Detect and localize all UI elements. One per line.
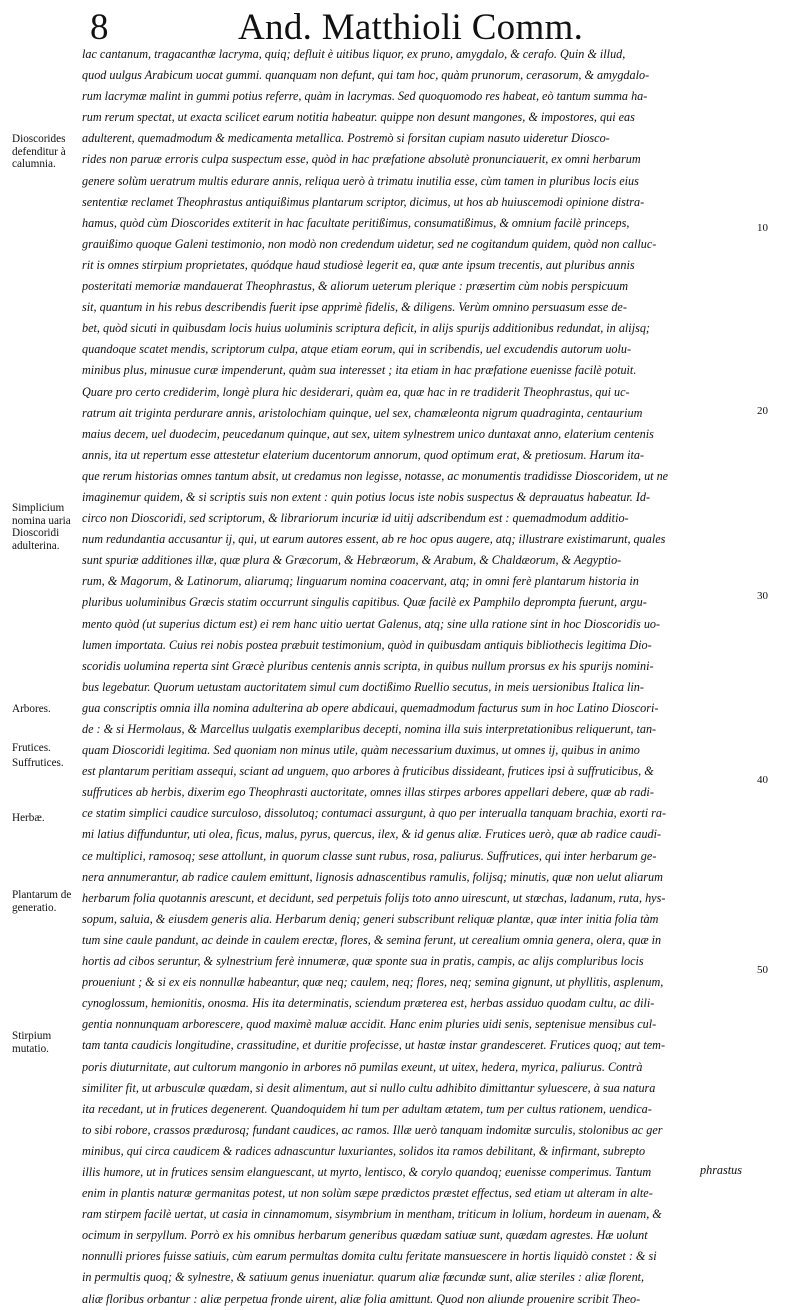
text-line: ita recedant, ut in frutices degenerent. Quandoquidem hi tum per adultam ætatem, tum per cultus rationem, uendica- (82, 1101, 652, 1116)
text-line: hortis ad cibos seruntur, & sylnestrium ferè innumeræ, quæ sponte sua in pratis, campis, ac alijs compluribus locis (82, 954, 644, 969)
text-line: num redundantia accusantur ij, qui, ut earum autores essent, ab re hoc opus augere, atq; illustrare existimarunt, quales (82, 532, 666, 547)
margin-note-frutices: Frutices. (12, 742, 51, 754)
text-line: poris diuturnitate, aut cultorum mangonio in arbores nō pumilas exeunt, ut uitex, hedera, myrica, paliurus. Contrà (82, 1059, 643, 1074)
text-line: gentia nonnunquam arborescere, quod maximè maluæ accidit. Hanc enim pluries uidi senis, septenisue mensibus cul- (82, 1017, 657, 1032)
text-line: aliæ floribus orbantur : aliæ perpetua fronde uirent, aliæ folia amittunt. Quod non aliunde prouenire scribit Theo- (82, 1291, 641, 1306)
text-line: sopum, saluia, & eiusdem generis alia. Herbarum deniq; generi subscribunt reliquæ plantæ, quæ inter initia folia tàm (82, 911, 659, 926)
line-number-10: 10 (757, 222, 768, 234)
line-number-30: 30 (757, 590, 768, 602)
text-line: sententiæ reclamet Theophrastus antiquißimus plantarum scriptor, dicimus, ut hos ab huiuscemodi opinione distra- (82, 194, 645, 209)
margin-note-simplicium-nomina: Simplicium nomina uaria Dioscoridi adulterina. (12, 502, 71, 552)
text-line: in permultis quoq; & sylnestre, & satiuum genus inueniatur. quarum aliæ fœcundæ sunt, aliæ steriles : aliæ florent, (82, 1270, 645, 1285)
margin-note-plantarum-degeneratio: Plantarum de generatio. (12, 889, 72, 914)
text-line: bet, quòd sicuti in quibusdam locis huius uoluminis scriptura deficit, in alijs spurijs additionibus redundat, in alijsq; (82, 321, 650, 336)
text-line: gua conscriptis omnia illa nomina adulterina ab opere abdicaui, quemadmodum facturus sum in hoc Latino Dioscori- (82, 700, 659, 715)
text-line: cynoglossum, hemionitis, onosma. His ita determinatis, sciendum præterea est, herbas assiduo quodam cultu, ac dili- (82, 996, 655, 1011)
text-line: ram stirpem facilè uertat, ut casia in cinnamomum, sisymbrium in mentham, triticum in lolium, hordeum in auenam, & (82, 1207, 662, 1222)
margin-note-suffrutices: Suffrutices. (12, 757, 64, 769)
text-line: circo non Dioscoridi, sed scriptorum, & librariorum incuriæ id uitij adscribendum est : quemadmodum additio- (82, 511, 629, 526)
text-line: enim in plantis naturæ germanitas potest, ut non solùm sæpe prædictos præstet effectus, sed etiam ut alteram in alte- (82, 1186, 653, 1201)
text-line: ce statim simplici caudice surculoso, dissolutoq; contumaci assurgunt, à quo per interualla tanquam brachia, exorti ra- (82, 806, 667, 821)
text-line: scoridis uolumina reperta sint Græcè pluribus centenis annis scripta, in quibus nullum prorsus ex his spurijs nomini- (82, 658, 654, 673)
text-line: imaginemur quidem, & si scriptis suis non extent : quin potius locus iste nobis suspectus & deprauatus habeatur. Id- (82, 489, 651, 504)
text-line: annis, ita ut repertum esse attestetur elaterium ducentorum annorum, quod optimum erat, & pretiosum. Harum ita- (82, 447, 645, 462)
text-line: genere solùm ueratrum multis edurare annis, reliqua uerò à trimatu inutilia esse, cùm tamen in pluribus locis eius (82, 173, 639, 188)
text-line: quod uulgus Arabicum uocat gummi. quanquam non defunt, qui tam hoc, quàm prunorum, cerasorum, & amygdalo- (82, 68, 650, 83)
text-line: pluribus uoluminibus Græcis statim occurrunt singulis capitibus. Quæ facilè ex Pamphilo deprompta fuerunt, argu- (82, 595, 647, 610)
text-line: ocimum in serpyllum. Porrò ex his omnibus herbarum generibus quædam satiuæ sunt, quædam agrestes. Hæ uolunt (82, 1228, 648, 1243)
text-line: to sibi robore, crassos prædurosq; fundant caudices, ac ramos. Illæ uerò tanquam indomitæ surculis, stolonibus ac ger (82, 1122, 663, 1137)
text-line: rides non paruæ erroris culpa suspectum esse, quòd in hac præfatione absolutè pronunciauerit, ex omni herbarum (82, 152, 641, 167)
text-line: nonnulli priores fuisse satiuis, cùm earum permultas domita cultu feritate mansuescere in hortis liquidò constet : & si (82, 1249, 657, 1264)
margin-note-stirpium-mutatio: Stirpium mutatio. (12, 1030, 52, 1055)
margin-note-arbores: Arbores. (12, 703, 51, 715)
catchword: phrastus (700, 1163, 742, 1177)
body-text (82, 44, 752, 1310)
text-line: maius decem, uel duodecim, peucedanum quinque, aut sex, uitem sylnestrem unico duntaxat anno, elaterium centenis (82, 426, 654, 441)
text-line: minibus plus, minusue curæ impenderunt, quàm sua interesset ; ita etiam in hac præfatione euenisse facilè potuit. (82, 363, 637, 378)
text-line: est plantarum peritiam assequi, sciant ad unguem, quo arbores à fruticibus dissideant, frutices ipsi à suffruticibus, & (82, 764, 654, 779)
line-number-20: 20 (757, 405, 768, 417)
text-line: sit, quantum in his rebus describendis fuerit ipse apprimè fidelis, & diligens. Verùm omnino persuasum esse de- (82, 300, 627, 315)
running-head: And. Matthioli Comm. (238, 7, 584, 48)
text-line: similiter fit, ut arbusculæ quædam, si desit alimentum, aut si nullo cultu adhibito dimittantur syluescere, à sua natura (82, 1080, 656, 1095)
margin-note-dioscorides-defenditur: Dioscorides defenditur à calumnia. (12, 133, 66, 171)
text-line: rit is omnes stirpium proprietates, quódque haud studiosè legerit ea, quæ ante ipsum trecentis, aut pluribus annis (82, 257, 635, 272)
text-line: hamus, quòd cùm Dioscorides extiterit in hac facultate peritißimus, consumatißimus, & omnium facilè princeps, (82, 215, 630, 230)
text-line: grauißimo quoque Galeni testimonio, non modò non credendum uidetur, sed ne cogitandum quidem, quòd non calluc- (82, 236, 657, 251)
text-line: Quare pro certo crediderim, longè plura hic desiderari, quàm ea, quæ hac in re tradiderit Theophrastus, qui uc- (82, 384, 630, 399)
text-line: quam Dioscoridi legitima. Sed quoniam non minus utile, quàm necessarium duximus, ut omnes ij, quibus in animo (82, 743, 640, 758)
text-line: quandoque scatet mendis, scriptorum culpa, atque etiam eorum, qui in scribendis, uel excudendis autorum uolu- (82, 342, 632, 357)
text-line: de : & si Hermolaus, & Marcellus uulgatis exemplaribus decepti, nomina illa suis interpretationibus reliquerunt, tan- (82, 722, 657, 736)
text-line: rum, & Magorum, & Latinorum, aliarumq; linguarum nomina coacervant, atq; in omni ferè plantarum historia in (82, 574, 639, 589)
text-line: mento quòd (ut superius dictum est) ei rem hanc uitio uertat Galenus, atq; sine ulla ratione sint in hoc Dioscoridis uo- (82, 616, 661, 631)
text-line: que rerum historias omnes tantum absit, ut credamus non legisse, notasse, ac monumentis tradidisse Dioscoridem, ut ne (82, 468, 669, 483)
page-number: 8 (90, 7, 109, 48)
text-line: posteritati memoriæ mandauerat Theophrastus, & aliorum ueterum plerique : præsertim cùm nobis perspicuum (82, 279, 629, 294)
text-line: adulterent, quemadmodum & medicamenta metallica. Postremò si forsitan cupiam nasuto uideretur Diosco- (82, 131, 610, 146)
margin-note-herbae: Herbæ. (12, 812, 45, 824)
text-line: tum sine caule pandunt, ac deinde in caulem erectæ, flores, & semina ferunt, ut cerealium omnia genera, olera, quæ in (82, 932, 662, 947)
text-line: suffrutices ab herbis, dixerim ego Theophrasti auctoritate, omnes illas stirpes arbores appellari debere, quæ ab radi- (82, 785, 654, 800)
text-line: ce multiplici, ramosoq; sese attollunt, in quorum classe sunt rubus, rosa, paliurus. Suffrutices, qui inter herbarum ge- (82, 848, 657, 863)
text-line: minibus, qui circa caudicem & radices adnascuntur luxuriantes, solidos ita ramos debilitant, & infirmant, subrepto (82, 1143, 646, 1158)
text-line: mi latius diffunduntur, uti olea, ficus, malus, pyrus, quercus, ilex, & id genus aliæ. Frutices uerò, quæ ab radice caudi- (82, 827, 662, 842)
text-line: ratrum ait triginta perdurare annis, aristolochiam quinque, uel sex, chamæleonta nigrum quadraginta, centaurium (82, 405, 643, 420)
text-line: proueniunt ; & si ex eis nonnullæ habeantur, quæ neq; caulem, neq; flores, neq; semina gignunt, ut phyllitis, asplenum, (82, 975, 664, 990)
text-line: bus legebatur. Quorum uetustam auctoritatem simul cum doctißimo Ruellio secutus, in meis uersionibus Italica lin- (82, 679, 644, 694)
text-line: tam tanta caudicis longitudine, crassitudine, et duritie profecisse, ut hastæ instar grandesceret. Frutices quoq; aut tem- (82, 1038, 666, 1053)
text-line: lac cantanum, tragacanthæ lacryma, quiq; defluit è uitibus liquor, ex pruno, amygdalo, & cerafo. Quin & illud, (82, 47, 626, 61)
text-line: rum lacrymæ malint in gummi potius referre, quàm in lacrymas. Sed quoquomodo res habeat, eò tantum summa ha- (82, 89, 648, 104)
text-line: lumen importata. Cuius rei nobis postea præbuit testimonium, quòd in quibusdam antiquis bibliothecis legitima Dio- (82, 637, 652, 652)
text-line: illis humore, ut in frutices sensim elanguescant, ut myrto, lentisco, & corylo quandoq; euenisse comperimus. Tantum (82, 1164, 652, 1179)
text-line: nera annumerantur, ab radice caulem emittunt, lignosis adnascentibus ramulis, folijsq; minutis, quæ non uelut aliarum (82, 869, 663, 884)
text-line: herbarum folia quotannis arescunt, et decidunt, sed perpetuis folijs toto anno uirescunt, ut stœchas, ladanum, ruta, hys- (82, 890, 666, 905)
text-line: rum rerum spectat, ut exacta scilicet earum notitia habeatur. quippe non desunt mangones, & impostores, qui eas (82, 110, 635, 125)
text-line: sunt spuriæ additiones illæ, quæ plura & Græcorum, & Hebræorum, & Arabum, & Chaldæorum, & Aegyptio- (82, 553, 622, 568)
line-number-50: 50 (757, 964, 768, 976)
line-number-40: 40 (757, 774, 768, 786)
